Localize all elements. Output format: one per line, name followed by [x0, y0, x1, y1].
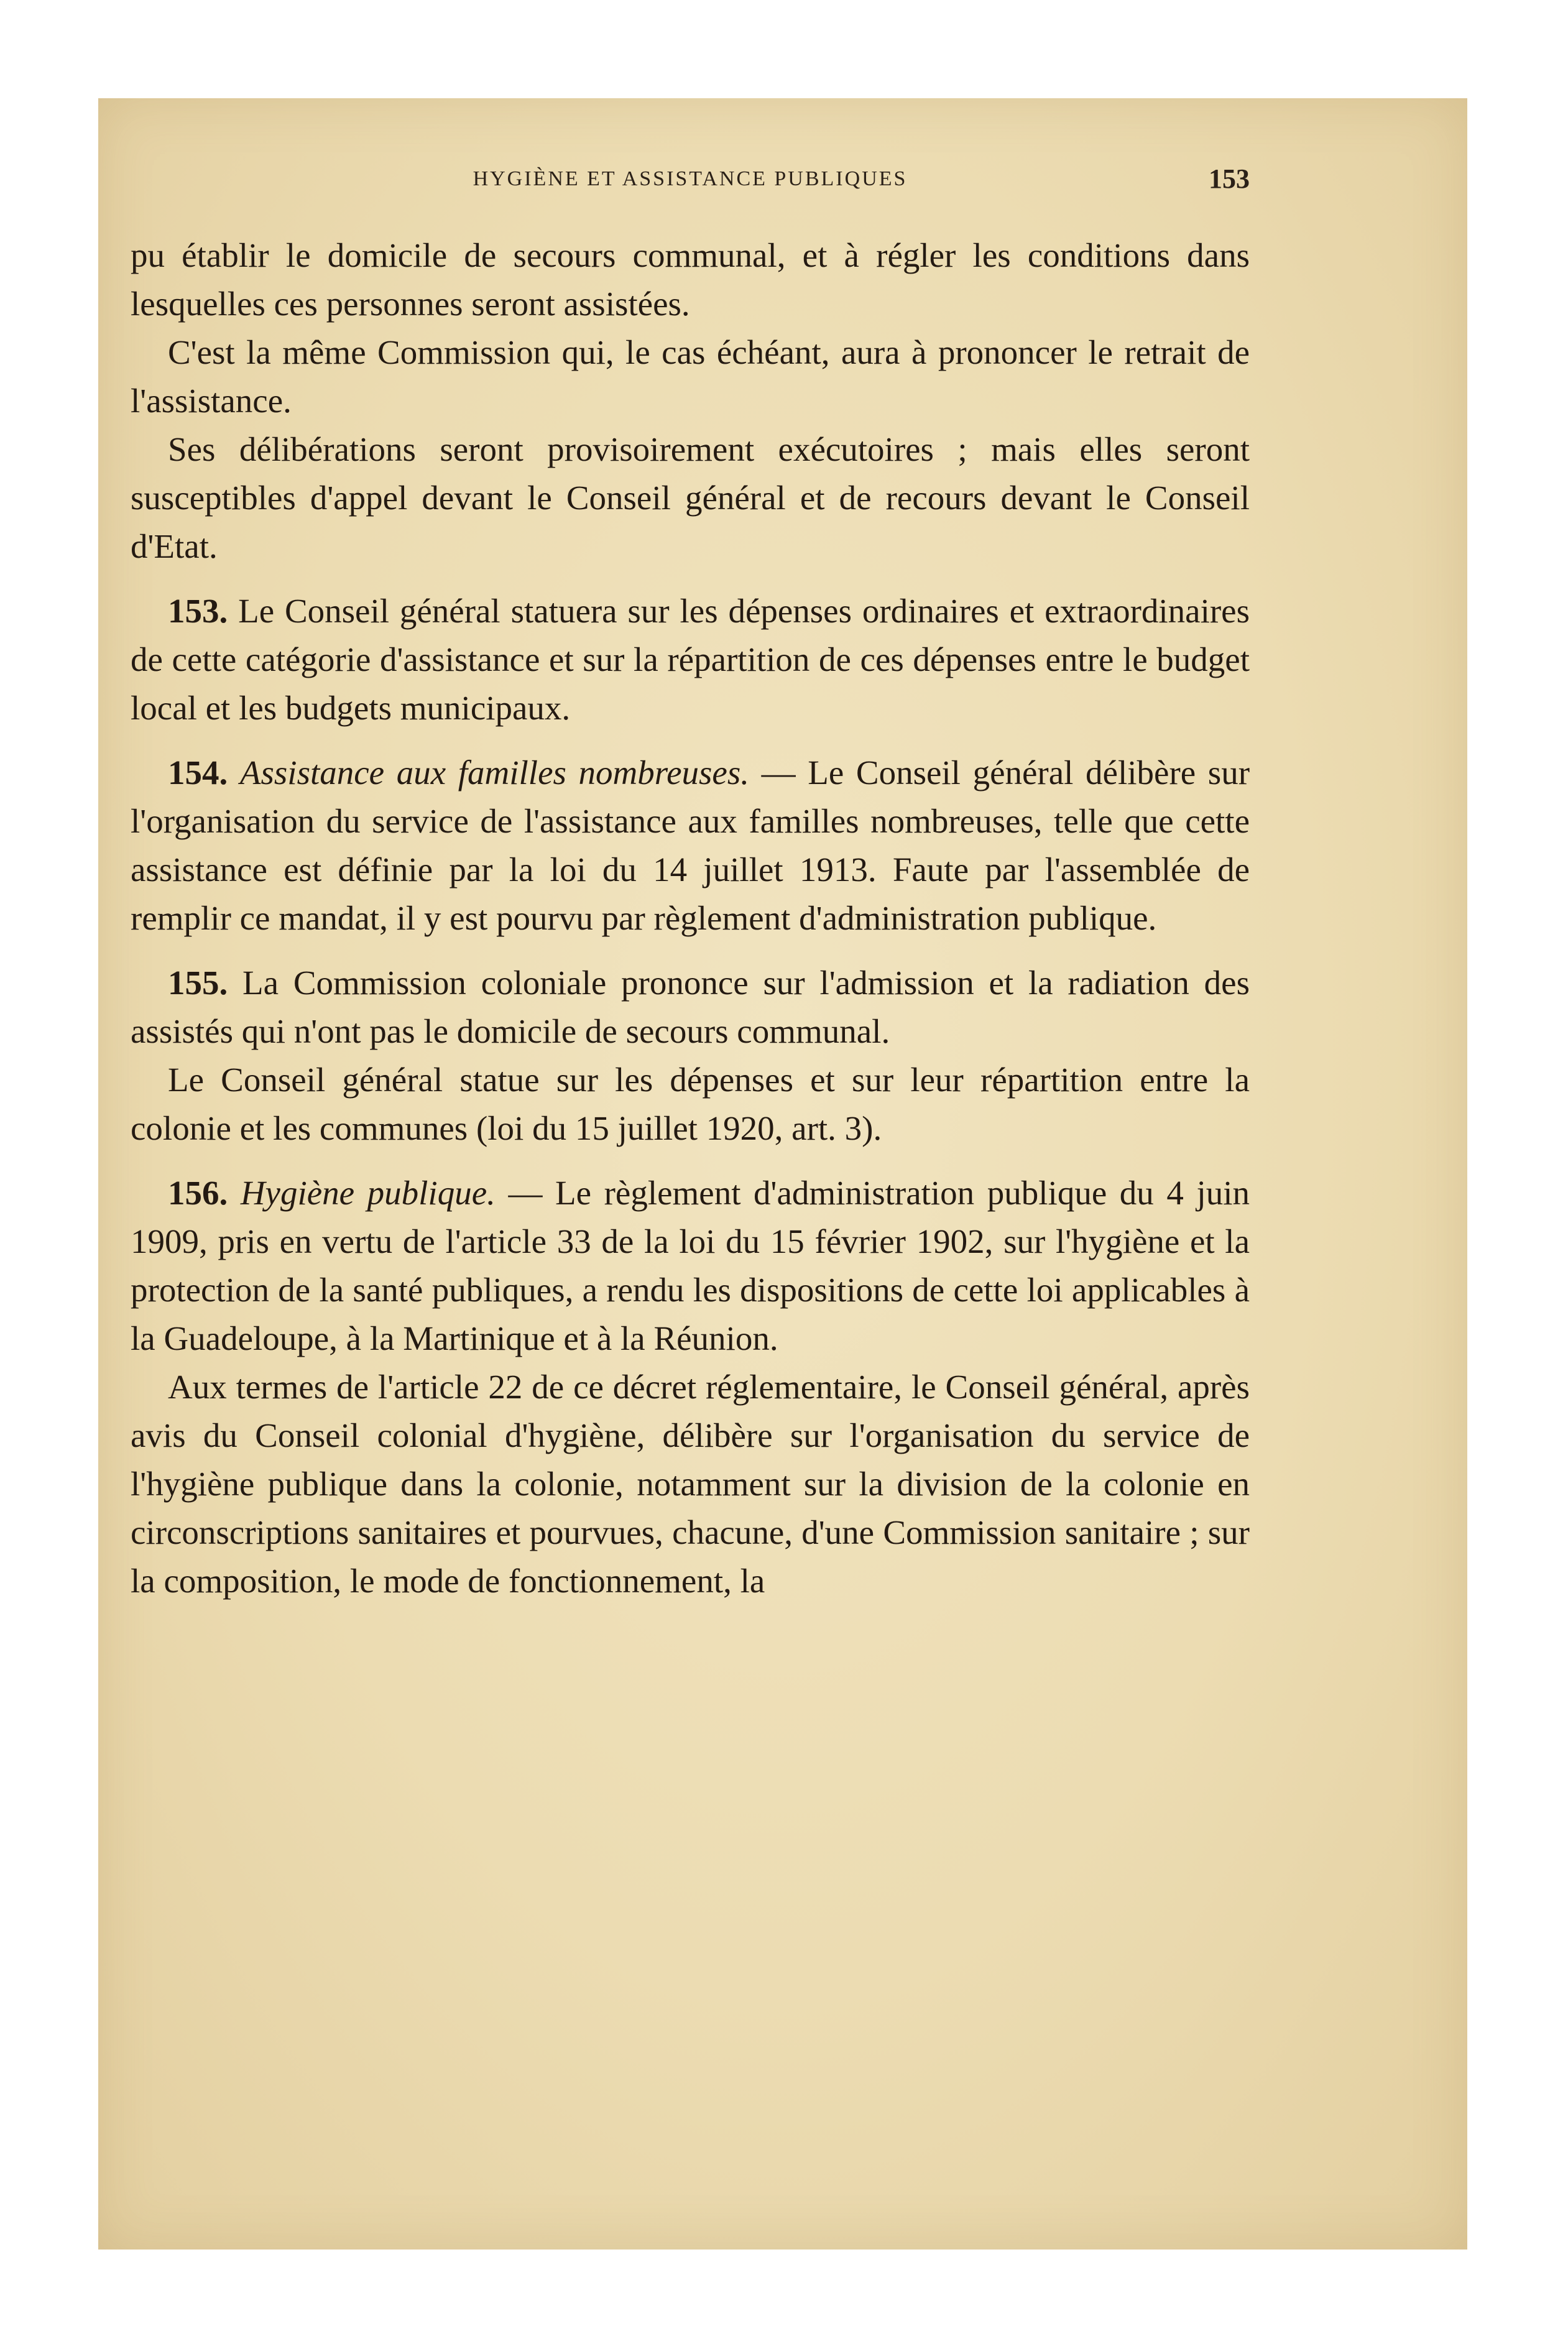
article-heading: Assistance aux familles nombreuses. [239, 754, 749, 791]
paragraph-continuation [131, 231, 1250, 328]
paragraph [131, 425, 1250, 571]
article-heading: Hygiène publique. [240, 1174, 496, 1212]
article-number: 153. [168, 592, 228, 630]
running-head [131, 160, 1250, 198]
paragraph-text: — Le règlement d'administration publique du 4 juin 1909, pris en vertu de l'article 33 de la loi du 15 février 1902, sur l'hygiène et la protection de la santé publiques, a rendu les dispositions de cette loi applicables à la Guadeloupe, à la Martinique et à la Réunion. [131, 1174, 1250, 1357]
paragraph [131, 1056, 1250, 1153]
body-text [131, 231, 1250, 1605]
article-number: 154. [168, 754, 228, 791]
paragraph-text: Aux termes de l'article 22 de ce décret réglementaire, le Conseil général, après avis du Conseil colonial d'hygiène, délibère sur l'organisation du service de l'hygiène publique dans la colonie, notamment sur la division de la colonie en circonscriptions sanitaires et pourvues, chacune, d'une Commission sanitaire ; sur la composition, le mode de fonctionnement, la [131, 1368, 1250, 1600]
paragraph [131, 328, 1250, 425]
article-154 [131, 749, 1250, 943]
running-title: HYGIÈNE ET ASSISTANCE PUBLIQUES [473, 167, 908, 190]
article-155 [131, 959, 1250, 1056]
article-number: 155. [168, 964, 228, 1002]
article-number: 156. [168, 1174, 228, 1212]
article-156 [131, 1169, 1250, 1363]
paragraph-text: La Commission coloniale prononce sur l'admission et la radiation des assistés qui n'ont pas le domicile de secours communal. [131, 964, 1250, 1050]
paragraph-text: Le Conseil général statuera sur les dépenses ordinaires et extraordinaires de cette catégorie d'assistance et sur la répartition de ces dépenses entre le budget local et les budgets municipaux. [131, 592, 1250, 727]
paragraph [131, 1363, 1250, 1605]
page-number: 153 [1209, 164, 1250, 194]
paragraph-text: C'est la même Commission qui, le cas échéant, aura à prononcer le retrait de l'assistance. [131, 333, 1250, 420]
paragraph-text: — Le Conseil général délibère sur l'organisation du service de l'assistance aux familles nombreuses, telle que cette assistance est définie par la loi du 14 juillet 1913. Faute par l'assemblée de remplir ce mandat, il y est pourvu par règlement d'administration publique. [131, 754, 1250, 937]
paragraph-text: Ses délibérations seront provisoirement exécutoires ; mais elles seront susceptibles d'appel devant le Conseil général et de recours devant le Conseil d'Etat. [131, 430, 1250, 565]
paragraph-text: Le Conseil général statue sur les dépenses et sur leur répartition entre la colonie et les communes (loi du 15 juillet 1920, art. 3). [131, 1061, 1250, 1147]
article-153 [131, 587, 1250, 732]
paragraph-text: pu établir le domicile de secours communal, et à régler les conditions dans lesquelles ces personnes seront assistées. [131, 236, 1250, 323]
